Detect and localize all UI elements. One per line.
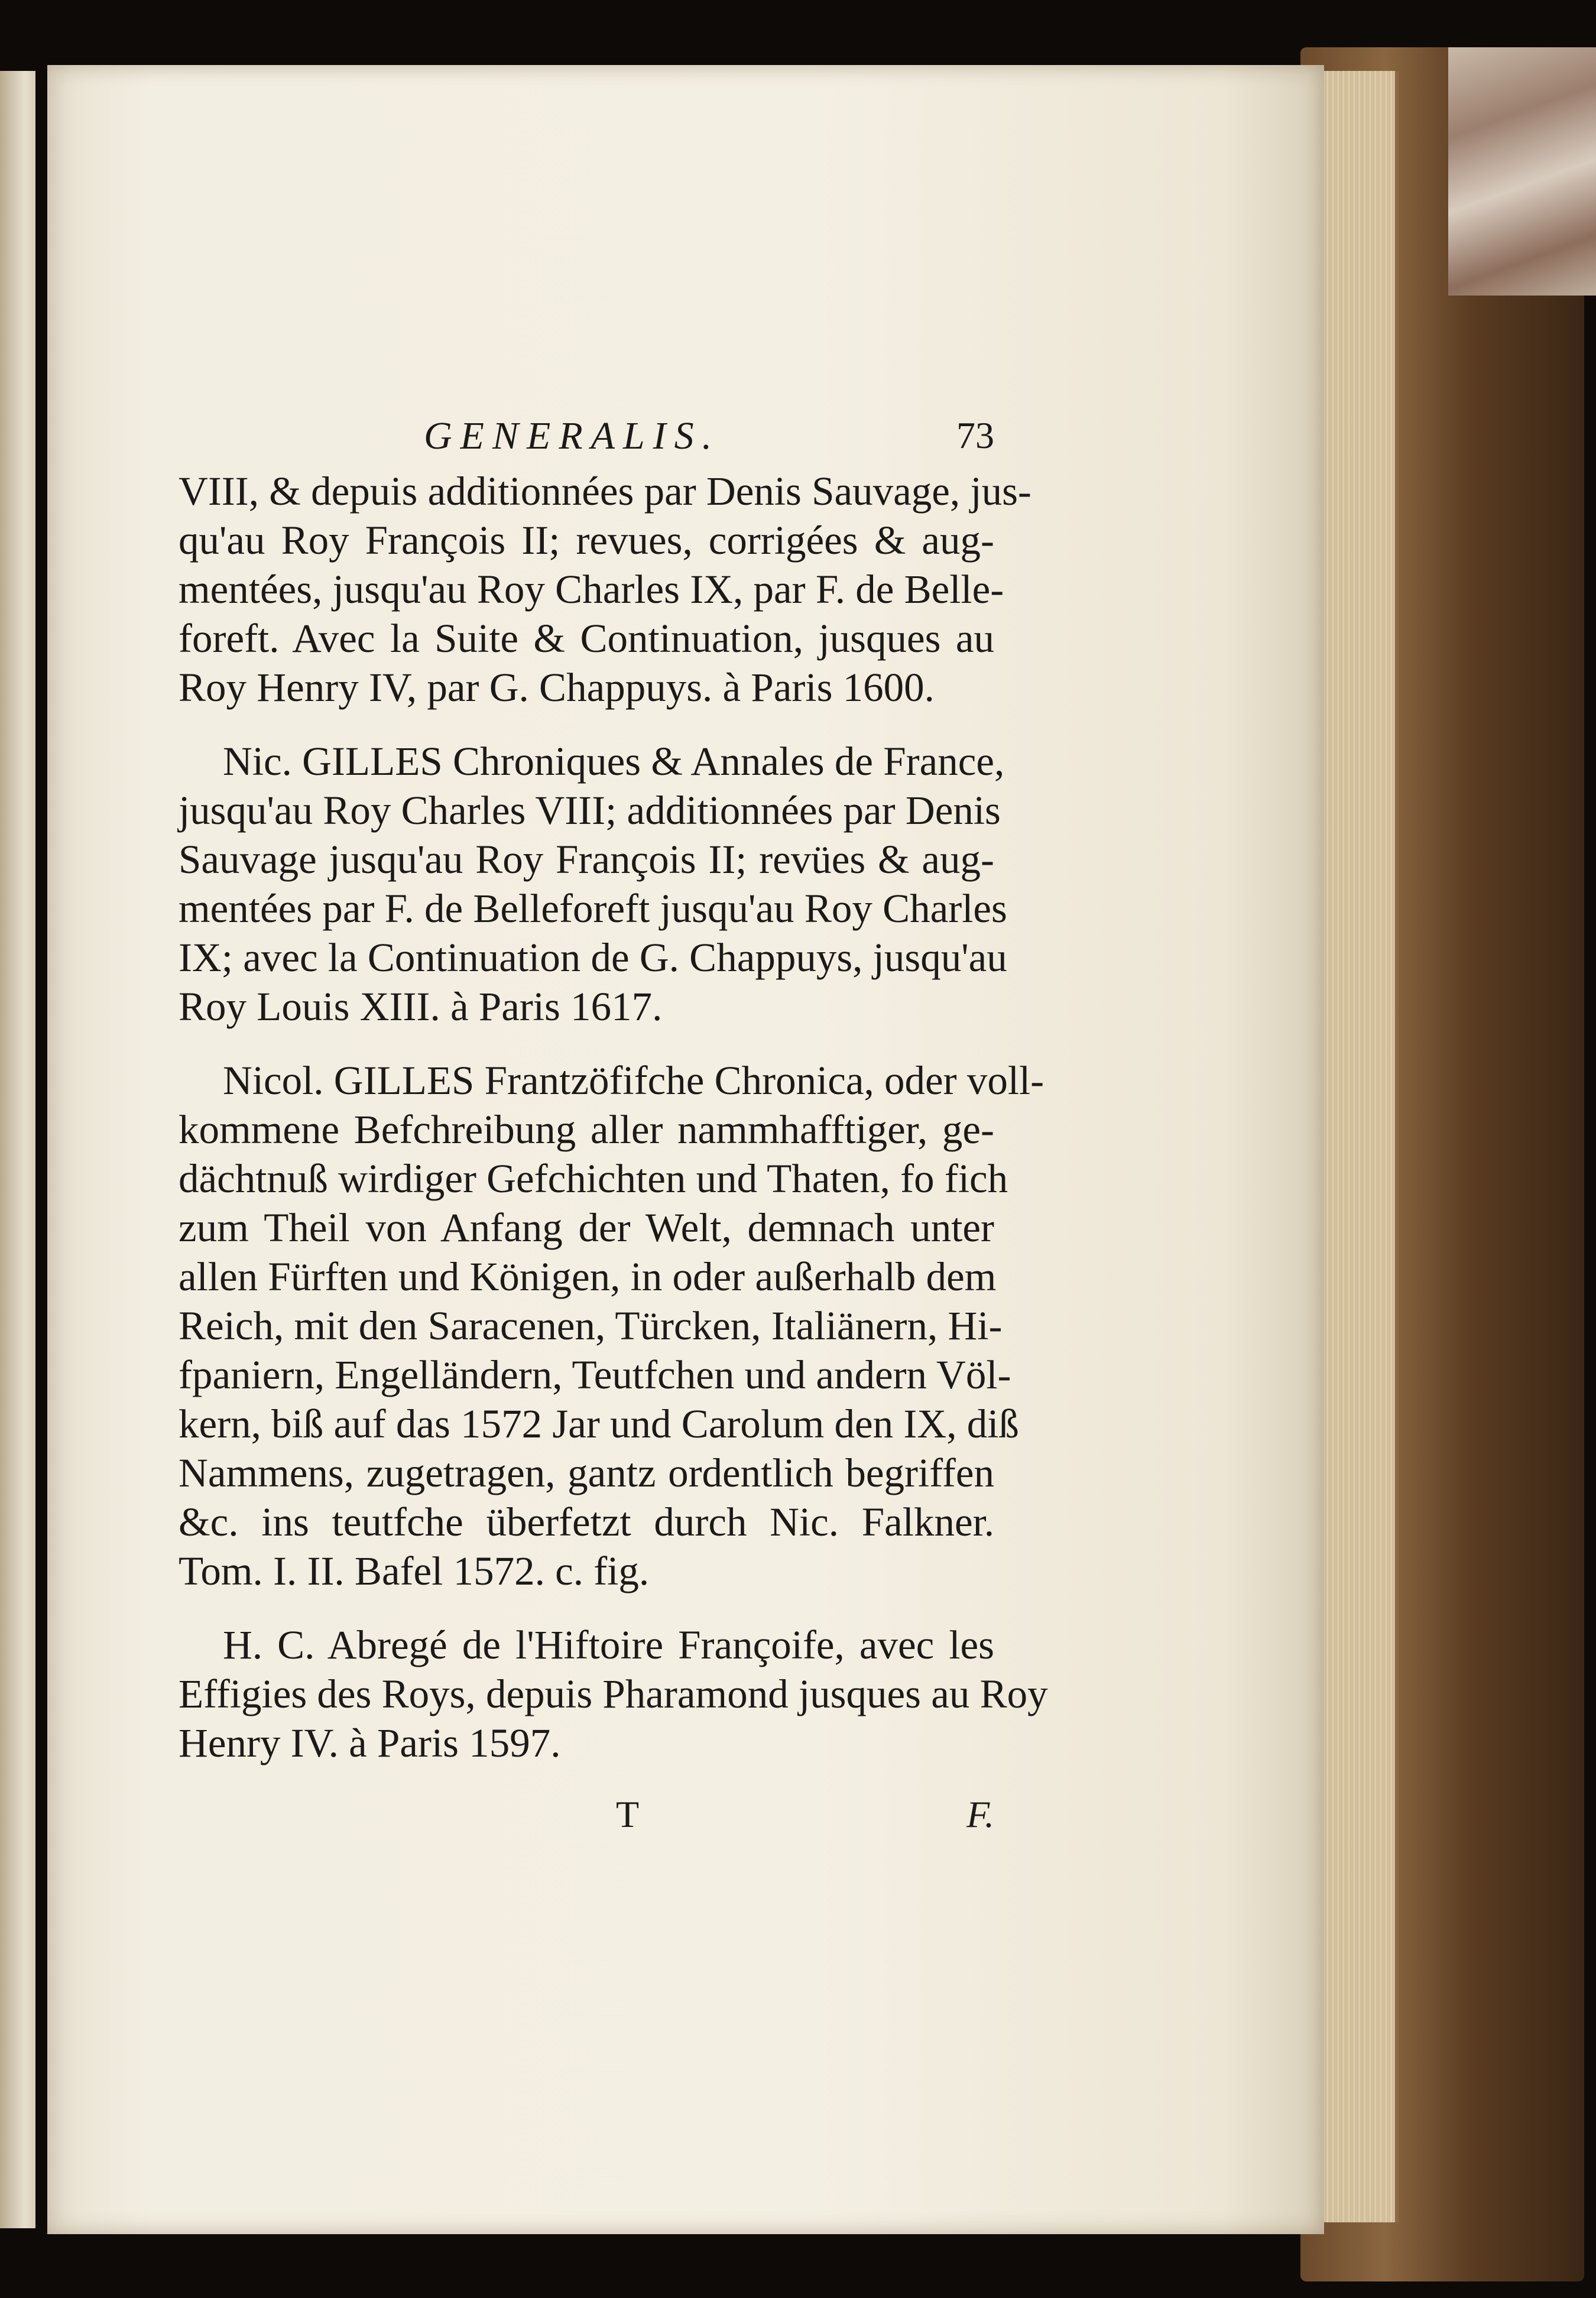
text-line: VIII, & depuis additionnées par Denis Sauvage, jus- xyxy=(179,469,1031,514)
text-line: Reich, mit den Saracenen, Türcken, Italiänern, Hi- xyxy=(179,1303,1003,1348)
signature-mark: T xyxy=(616,1793,640,1835)
text-line: Roy Louis XIII. à Paris 1617. xyxy=(179,984,663,1029)
text-line: zum Theil von Anfang der Welt, demnach unter xyxy=(179,1205,994,1250)
text-line: jusqu'au Roy Charles VIII; additionnées par Denis xyxy=(179,788,1001,833)
text-line: Roy Henry IV, par G. Chappuys. à Paris 1600. xyxy=(179,665,935,710)
running-head-title: GENERALIS. xyxy=(424,414,721,457)
catchword: F. xyxy=(966,1793,994,1835)
text-line: foreft. Avec la Suite & Continuation, jusques au xyxy=(179,616,994,661)
left-page-edge xyxy=(0,71,35,2228)
text-line: allen Fürften und Königen, in oder außerhalb dem xyxy=(179,1254,997,1299)
text-line: Nicol. GILLES Frantzöfifche Chronica, oder voll- xyxy=(223,1058,1044,1103)
text-line: Effigies des Roys, depuis Pharamond jusques au Roy xyxy=(179,1671,1048,1716)
text-line: qu'au Roy François II; revues, corrigées & aug- xyxy=(179,518,994,563)
text-line: kommene Befchreibung aller nammhafftiger, ge- xyxy=(179,1107,994,1152)
bibliography-entry xyxy=(179,737,1007,1031)
catchline xyxy=(179,1793,994,1852)
text-line: mentées par F. de Belleforeft jusqu'au Roy Charles xyxy=(179,886,1007,931)
text-line: Tom. I. II. Bafel 1572. c. fig. xyxy=(179,1549,650,1593)
text-line: &c. ins teutfche überfetzt durch Nic. Falkner. xyxy=(179,1499,994,1544)
page-number: 73 xyxy=(956,414,994,456)
text-line: fpaniern, Engelländern, Teutfchen und andern Völ- xyxy=(179,1352,1011,1397)
text-line: Henry IV. à Paris 1597. xyxy=(179,1721,561,1765)
book-page xyxy=(47,65,1324,2234)
text-line: kern, biß auf das 1572 Jar und Carolum den IX, diß xyxy=(179,1401,1019,1446)
page-fore-edge xyxy=(1324,71,1399,2222)
text-line: IX; avec la Continuation de G. Chappuys, jusqu'au xyxy=(179,935,1007,980)
text-line: Nic. GILLES Chroniques & Annales de France, xyxy=(223,739,1005,784)
text-line: dächtnuß wirdiger Gefchichten und Thaten, fo fich xyxy=(179,1156,1008,1201)
text-line: Nammens, zugetragen, gantz ordentlich begriffen xyxy=(179,1450,994,1495)
running-head xyxy=(179,396,994,467)
text-line: mentées, jusqu'au Roy Charles IX, par F. de Belle- xyxy=(179,567,1004,612)
bibliography-entry xyxy=(179,1621,1048,1768)
bibliography-entry xyxy=(179,1056,1044,1596)
bibliography-entry xyxy=(179,467,1031,712)
text-line: H. C. Abregé de l'Hiftoire Françoife, avec les xyxy=(223,1622,994,1667)
text-line: Sauvage jusqu'au Roy François II; revües & aug- xyxy=(179,837,994,882)
page-text xyxy=(179,396,1048,1852)
marbled-endpaper xyxy=(1448,47,1596,296)
